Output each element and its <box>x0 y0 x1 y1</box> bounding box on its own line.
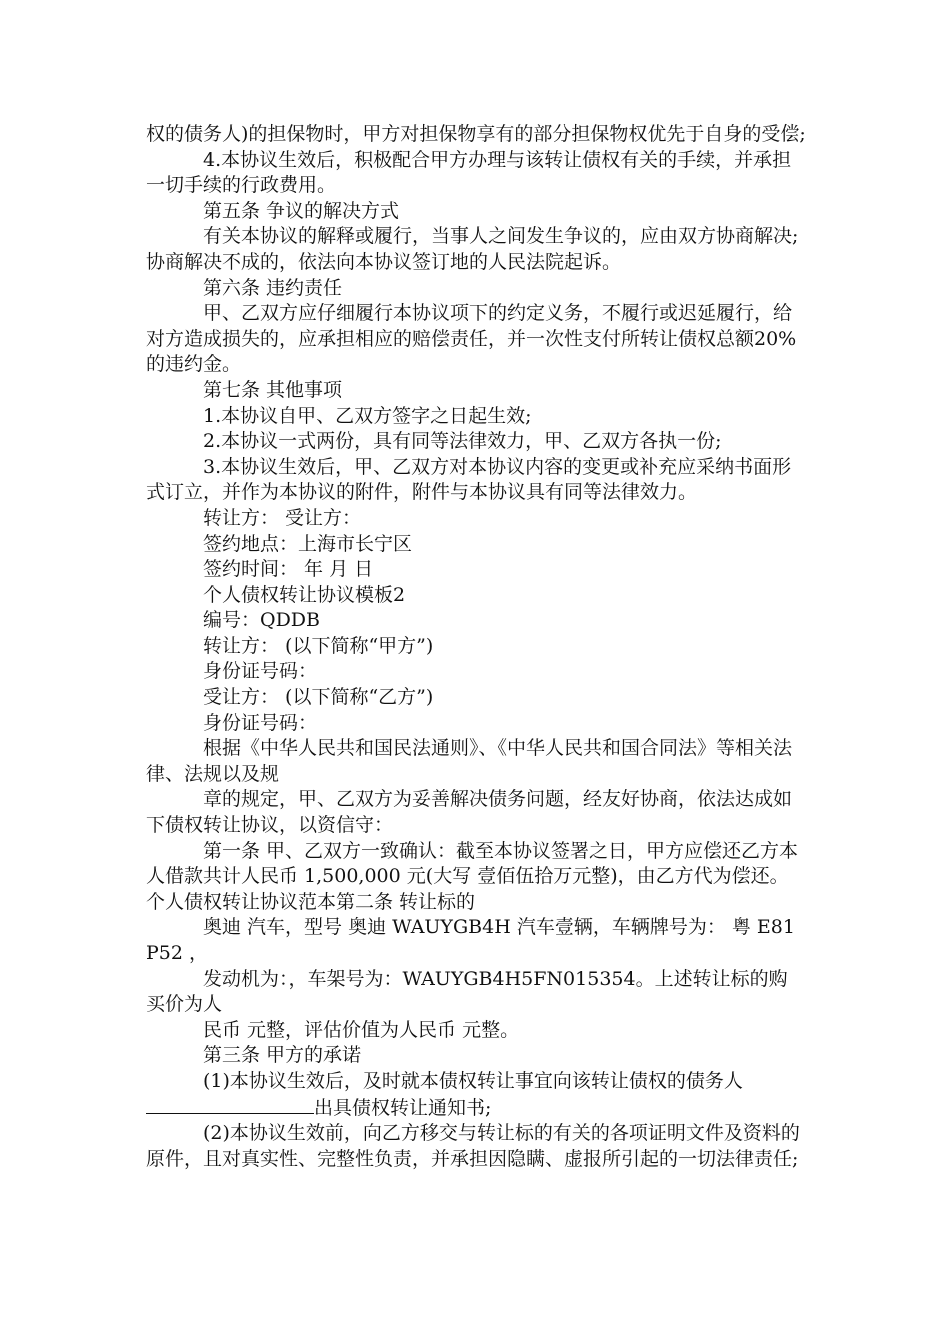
paragraph-text: 出具债权转让通知书; <box>314 1096 492 1119</box>
id-number-line: 身份证号码： <box>203 711 318 734</box>
section-heading: 第六条 违约责任 <box>203 276 343 299</box>
signing-date: 签约时间： 年 月 日 <box>203 558 374 581</box>
paragraph <box>146 1069 806 1121</box>
section-heading: 第五条 争议的解决方式 <box>203 199 400 222</box>
paragraph-text: (1)本协议生效后，及时就本债权转让事宜向该转让债权的债务人 <box>203 1069 743 1092</box>
paragraph: 民币 元整，评估价值为人民币 元整。 <box>203 1018 520 1041</box>
paragraph: 甲、乙双方应仔细履行本协议项下的约定义务，不履行或迟延履行，给对方造成损失的，应承担相应的赔偿责任，并一次性支付所转让债权总额20%的违约金。 <box>146 302 797 376</box>
id-number-line: 身份证号码： <box>203 660 318 683</box>
paragraph: 4.本协议生效后，积极配合甲方办理与该转让债权有关的手续，并承担一切手续的行政费用。 <box>146 148 792 197</box>
document-title: 个人债权转让协议模板2 <box>203 583 406 606</box>
transferor-line: 转让方： (以下简称“甲方”) <box>203 634 434 657</box>
section-heading: 第七条 其他事项 <box>203 378 343 401</box>
paragraph: (2)本协议生效前，向乙方移交与转让标的有关的各项证明文件及资料的原件，且对真实性、完整性负责，并承担因隐瞒、虚报所引起的一切法律责任; <box>146 1122 800 1170</box>
fill-in-blank <box>146 1095 314 1114</box>
paragraph: 奥迪 汽车，型号 奥迪 WAUYGB4H 汽车壹辆，车辆牌号为： 粤 E81P52 ， <box>146 916 795 964</box>
section-heading: 第三条 甲方的承诺 <box>203 1044 362 1067</box>
list-item: 2.本协议一式两份，具有同等法律效力，甲、乙双方各执一份; <box>203 430 722 453</box>
paragraph: 权的债务人)的担保物时，甲方对担保物享有的部分担保物权优先于自身的受偿; <box>146 123 806 145</box>
list-item: 3.本协议生效后，甲、乙双方对本协议内容的变更或补充应采纳书面形式订立，并作为本协议的附件，附件与本协议具有同等法律效力。 <box>146 455 792 504</box>
signing-place: 签约地点：上海市长宁区 <box>203 532 413 555</box>
list-item: 1.本协议自甲、乙双方签字之日起生效; <box>203 404 532 427</box>
paragraph: 章的规定，甲、乙双方为妥善解决债务问题，经友好协商，依法达成如下债权转让协议，以资信守： <box>146 788 793 837</box>
paragraph: 根据《中华人民共和国民法通则》、《中华人民共和国合同法》等相关法律、法规以及规 <box>146 737 793 785</box>
transferee-line: 受让方： (以下简称“乙方”) <box>203 686 434 709</box>
paragraph: 发动机为：，车架号为：WAUYGB4H5FN015354。上述转让标的购买价为人 <box>146 967 788 1016</box>
document-number: 编号：QDDB <box>203 609 321 632</box>
signature-parties: 转让方： 受让方： <box>203 506 362 529</box>
document-body <box>146 122 806 1172</box>
paragraph: 有关本协议的解释或履行，当事人之间发生争议的，应由双方协商解决;协商解决不成的，依法向本协议签订地的人民法院起诉。 <box>146 225 799 273</box>
paragraph: 第一条 甲、乙双方一致确认：截至本协议签署之日，甲方应偿还乙方本人借款共计人民币 1,500,000 元(大写 壹佰伍拾万元整)，由乙方代为偿还。个人债权转让协议范本第二条 转让标的 <box>146 839 799 913</box>
